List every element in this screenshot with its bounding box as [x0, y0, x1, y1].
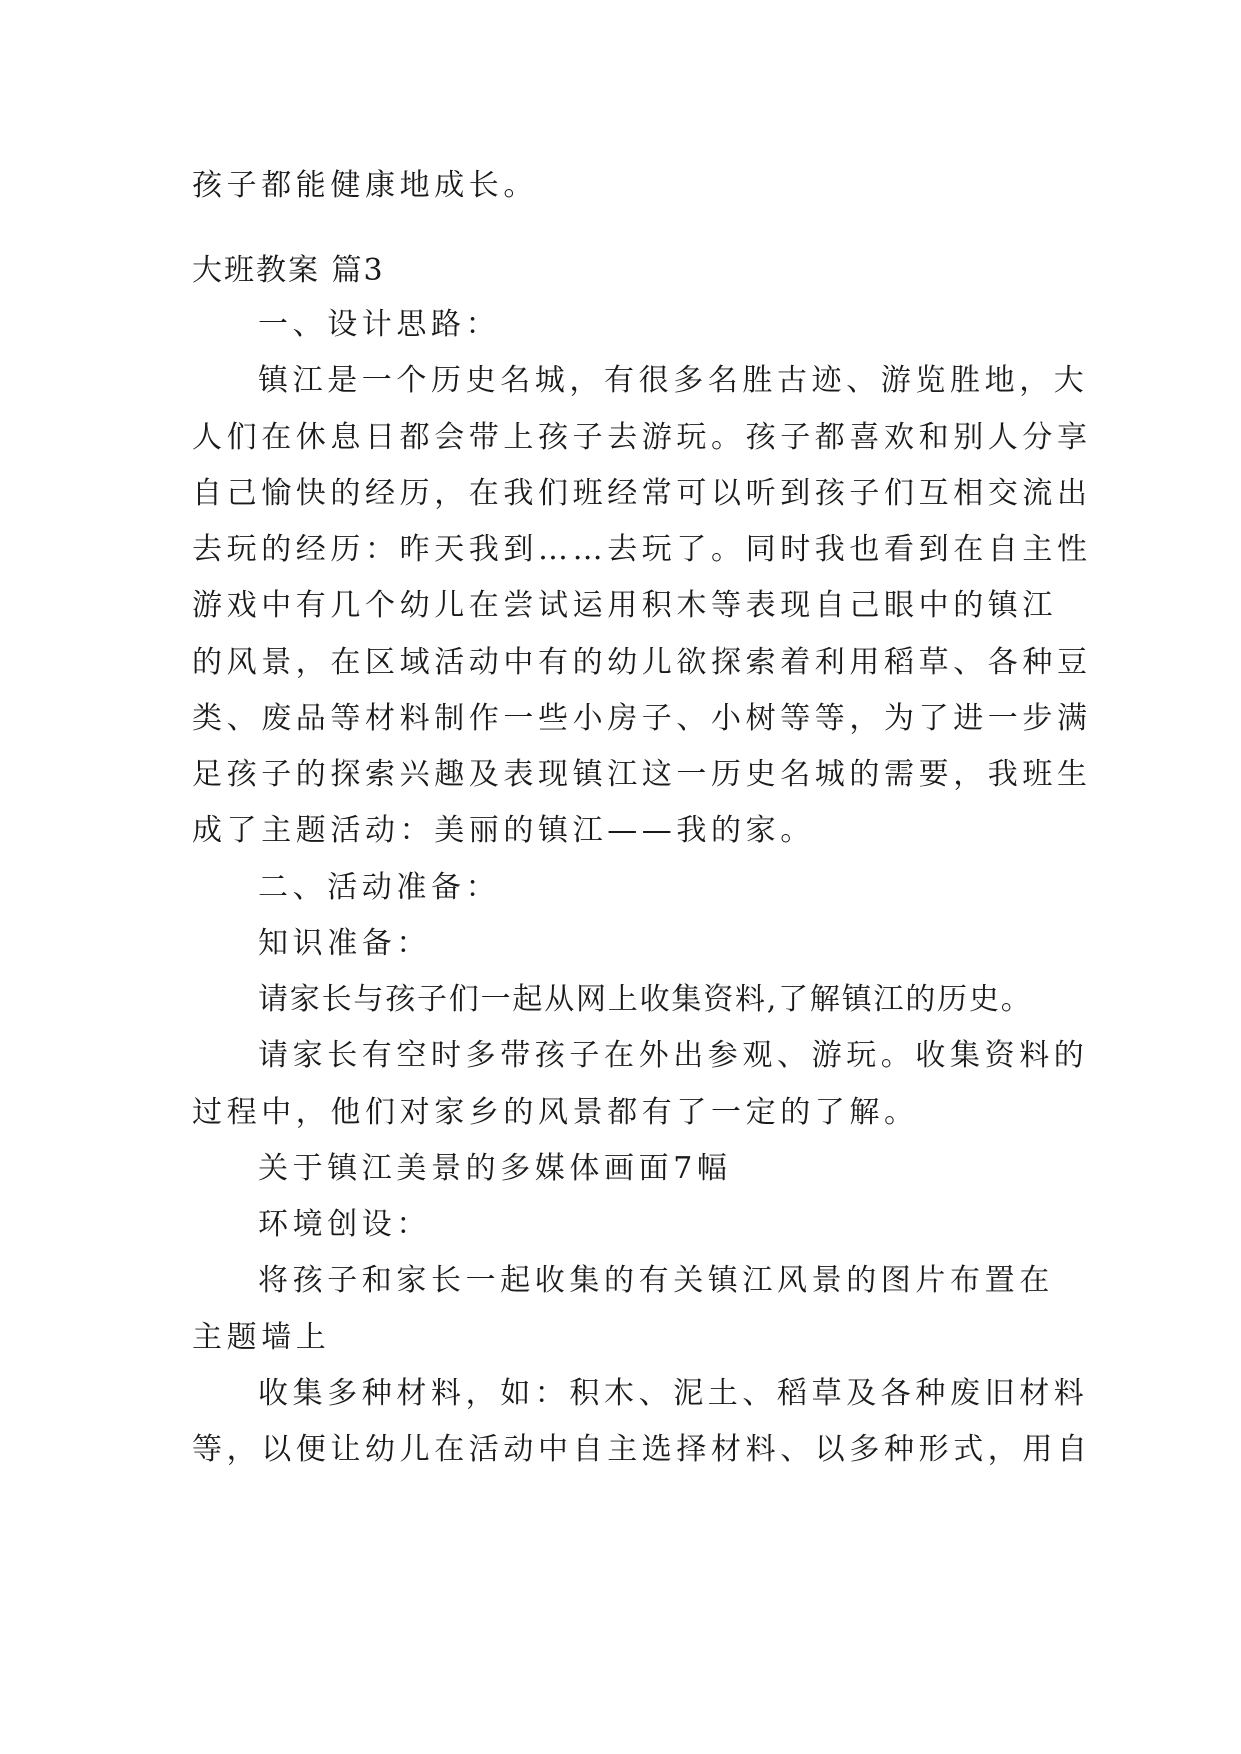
paragraph-line: 游戏中有几个幼儿在尝试运用积木等表现自己眼中的镇江	[192, 588, 1057, 623]
paragraph-line: 主题墙上	[192, 1320, 331, 1355]
subheading-design-idea: 一、设计思路：	[258, 307, 501, 342]
paragraph-line: 收集多种材料，如：积木、泥土、稻草及各种废旧材料	[258, 1376, 1089, 1411]
paragraph-line: 关于镇江美景的多媒体画面7幅	[258, 1151, 732, 1186]
paragraph-line: 自己愉快的经历，在我们班经常可以听到孩子们互相交流出	[192, 476, 1092, 511]
paragraph-line: 人们在休息日都会带上孩子去游玩。孩子都喜欢和别人分享	[192, 420, 1092, 455]
paragraph-line: 请家长与孩子们一起从网上收集资料,了解镇江的历史。	[258, 982, 1033, 1017]
paragraph-line: 成了主题活动：美丽的镇江——我的家。	[192, 813, 815, 848]
paragraph-line: 将孩子和家长一起收集的有关镇江风景的图片布置在	[258, 1263, 1054, 1298]
text-line-closing: 孩子都能健康地成长。	[192, 168, 538, 203]
paragraph-line: 等，以便让幼儿在活动中自主选择材料、以多种形式，用自	[192, 1432, 1092, 1467]
paragraph-line: 请家长有空时多带孩子在外出参观、游玩。收集资料的	[258, 1038, 1089, 1073]
paragraph-line: 镇江是一个历史名城，有很多名胜古迹、游览胜地，大	[258, 363, 1089, 398]
section-heading: 大班教案 篇3	[192, 253, 385, 288]
subheading-environment: 环境创设：	[258, 1207, 431, 1242]
subheading-activity-preparation: 二、活动准备：	[258, 870, 501, 905]
paragraph-line: 的风景，在区域活动中有的幼儿欲探索着利用稻草、各种豆	[192, 645, 1092, 680]
paragraph-line: 类、废品等材料制作一些小房子、小树等等，为了进一步满	[192, 701, 1092, 736]
subheading-knowledge-preparation: 知识准备：	[258, 926, 431, 961]
paragraph-line: 去玩的经历：昨天我到……去玩了。同时我也看到在自主性	[192, 532, 1092, 567]
paragraph-line: 足孩子的探索兴趣及表现镇江这一历史名城的需要，我班生	[192, 757, 1092, 792]
paragraph-line: 过程中，他们对家乡的风景都有了一定的了解。	[192, 1095, 919, 1130]
